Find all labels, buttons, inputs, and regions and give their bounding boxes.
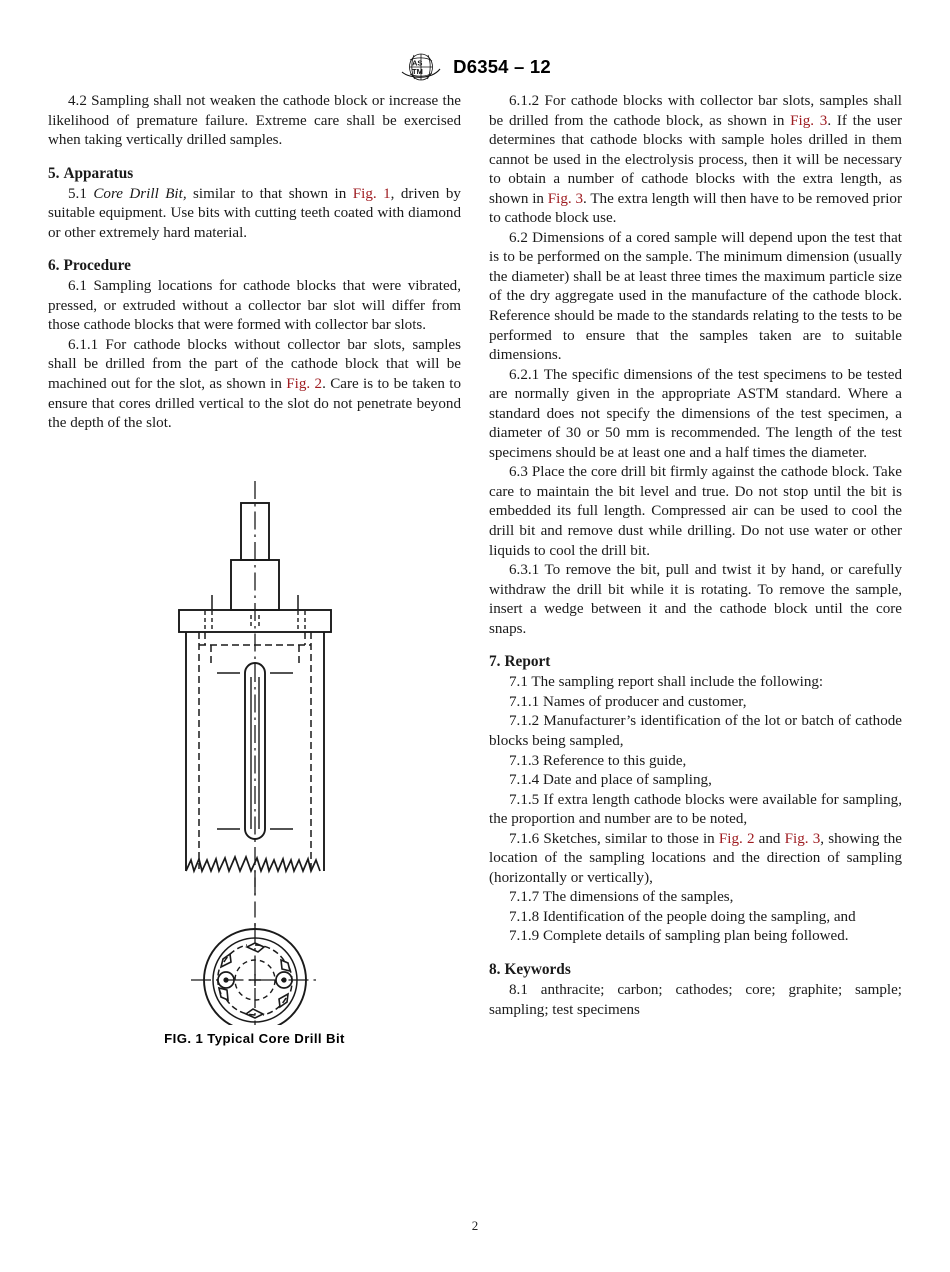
paragraph-6-1-2-text-b: . If the user determines that cathode blocks with sample holes drilled in them cannot be used in the electrolysis process, then it will be necessary to obtain a number of cathode blocks with the extra length, as shown in [489, 112, 903, 207]
paragraph-7-1-4: 7.1.4 Date and place of sampling, [509, 772, 712, 789]
paragraph-7-1-6-text-a: 7.1.6 Sketches, similar to those in [509, 830, 719, 847]
heading-7-number: 7. [489, 653, 501, 671]
astm-logo [399, 52, 443, 82]
page-number: 2 [471, 1218, 479, 1233]
paragraph-7-1-6-conjunction: and [754, 830, 785, 847]
paragraph-6-3-1: 6.3.1 To remove the bit, pull and twist it by hand, or carefully withdraw the drill bit while it is rotating. To remove the sample, insert a wedge between it and the cathode block until the core snaps. [489, 562, 902, 637]
heading-6-number: 6. [48, 257, 60, 275]
document-designation: D6354 – 12 [453, 56, 551, 77]
paragraph-7-1-7: 7.1.7 The dimensions of the samples, [509, 889, 734, 906]
cross-reference-fig-3-a[interactable]: Fig. 3 [790, 112, 828, 129]
figure-1-caption: FIG. 1 Typical Core Drill Bit [164, 1031, 345, 1046]
heading-6-label: Procedure [63, 257, 131, 275]
paragraph-7-1: 7.1 The sampling report shall include the following: [509, 674, 824, 691]
paragraph-7-1-5: 7.1.5 If extra length cathode blocks were available for sampling, the proportion and number are to be noted, [489, 791, 902, 828]
paragraph-6-2: 6.2 Dimensions of a cored sample will depend upon the test that is to be performed on the sample. The minimum dimension (usually the diameter) shall be at least three times the maximum particle size of the dry aggregate used in the manufacture of the cathode block. Reference should be made to the standards relating to the tests to be performed to ensure that the samples taken are to suitable dimensions. [489, 229, 902, 364]
heading-5-label: Apparatus [63, 164, 134, 182]
paragraph-6-1: 6.1 Sampling locations for cathode blocks that were vibrated, pressed, or extruded without a collector bar slot will differ from those cathode blocks that were formed with collector bar slots. [48, 278, 461, 334]
paragraph-6-1-1 [48, 336, 461, 434]
right-column [489, 92, 902, 1020]
left-column [48, 92, 461, 1046]
end-view-center-mark [249, 974, 261, 986]
paragraph-8-1: 8.1 anthracite; carbon; cathodes; core; graphite; sample; sampling; test specimens [489, 981, 902, 1018]
paragraph-7-1-9: 7.1.9 Complete details of sampling plan being followed. [509, 928, 849, 945]
body-columns [48, 92, 902, 1092]
paragraph-7-1-8: 7.1.8 Identification of the people doing the sampling, and [509, 908, 856, 925]
paragraph-4-2: 4.2 Sampling shall not weaken the cathode block or increase the likelihood of premature failure. Extreme care shall be exercised when taking vertically drilled samples. [48, 93, 461, 149]
heading-7-label: Report [504, 653, 551, 671]
cross-reference-fig-1[interactable]: Fig. 1 [352, 185, 391, 202]
heading-5-apparatus [48, 164, 461, 184]
paragraph-6-3: 6.3 Place the core drill bit firmly against the cathode block. Take care to maintain the bit level and true. Do not stop until the bit is embedded its full length. Compressed air can be used to cool the drill bit and remove dust while drilling. Do not use water or other liquids to cool the drill bit. [489, 464, 902, 559]
svg-text:AS: AS [412, 58, 423, 68]
bottom-end-view [191, 923, 319, 1025]
paragraph-6-1-2 [489, 92, 902, 229]
paragraph-6-1-1-text-a: 6.1.1 For cathode blocks without collector bar slots, samples shall be drilled from the part of the cathode block that will be machined out for the slot, as shown in [48, 336, 461, 393]
svg-text:TM: TM [412, 67, 423, 76]
heading-8-number: 8. [489, 960, 501, 978]
paragraph-7-1-6 [489, 830, 902, 889]
heading-5-number: 5. [48, 164, 60, 182]
figure-1 [48, 477, 461, 1046]
core-drill-bit-term: Core Drill Bit, [93, 185, 187, 202]
paragraph-6-1-2-text-c: . The extra length will then have to be removed prior to cathode block use. [489, 190, 903, 227]
paragraph-7-1-6-text-b: , showing the location of the sampling locations and the direction of sampling (horizontally or vertically), [489, 830, 902, 886]
paragraph-6-2-1: 6.2.1 The specific dimensions of the test specimens to be tested are normally given in the appropriate ASTM standard. Where a standard does not specify the dimensions of the test specimen, a diameter of 30 or 50 mm is recommended. The length of the test specimens should be at least one and a half times the diameter. [489, 366, 902, 461]
heading-8-label: Keywords [504, 960, 571, 978]
paragraph-5-1 [48, 185, 461, 244]
paragraph-5-1-text-b: , driven by suitable equipment. Use bits with cutting teeth coated with diamond or other extremely hard material. [48, 185, 461, 241]
heading-6-procedure [48, 256, 461, 276]
paragraph-5-1-text-a: similar to that shown in [186, 185, 353, 202]
heading-7-report [489, 652, 902, 672]
paragraph-7-1-1: 7.1.1 Names of producer and customer, [509, 693, 747, 710]
paragraph-6-1-2-text-a: 6.1.2 For cathode blocks with collector bar slots, samples shall be drilled from the cathode block, as shown in [489, 93, 902, 129]
cross-reference-fig-3-c[interactable]: Fig. 3 [784, 830, 821, 847]
cutting-teeth [186, 857, 320, 871]
paragraph-6-1-1-text-b: . Care is to be taken to ensure that cores drilled vertical to the slot do not penetrate beyond the depth of the slot. [48, 376, 461, 432]
heading-8-keywords [489, 960, 902, 980]
paragraph-7-1-3: 7.1.3 Reference to this guide, [509, 752, 687, 769]
cross-reference-fig-2[interactable]: Fig. 2 [286, 376, 323, 393]
paragraph-5-1-number: 5.1 [68, 185, 94, 202]
paragraph-7-1-2: 7.1.2 Manufacturer’s identification of the lot or batch of cathode blocks being sampled, [489, 713, 902, 749]
cross-reference-fig-2-b[interactable]: Fig. 2 [718, 830, 755, 847]
cross-reference-fig-3-b[interactable]: Fig. 3 [547, 190, 584, 207]
core-drill-bit-drawing [155, 477, 355, 1025]
page-header [0, 48, 950, 86]
